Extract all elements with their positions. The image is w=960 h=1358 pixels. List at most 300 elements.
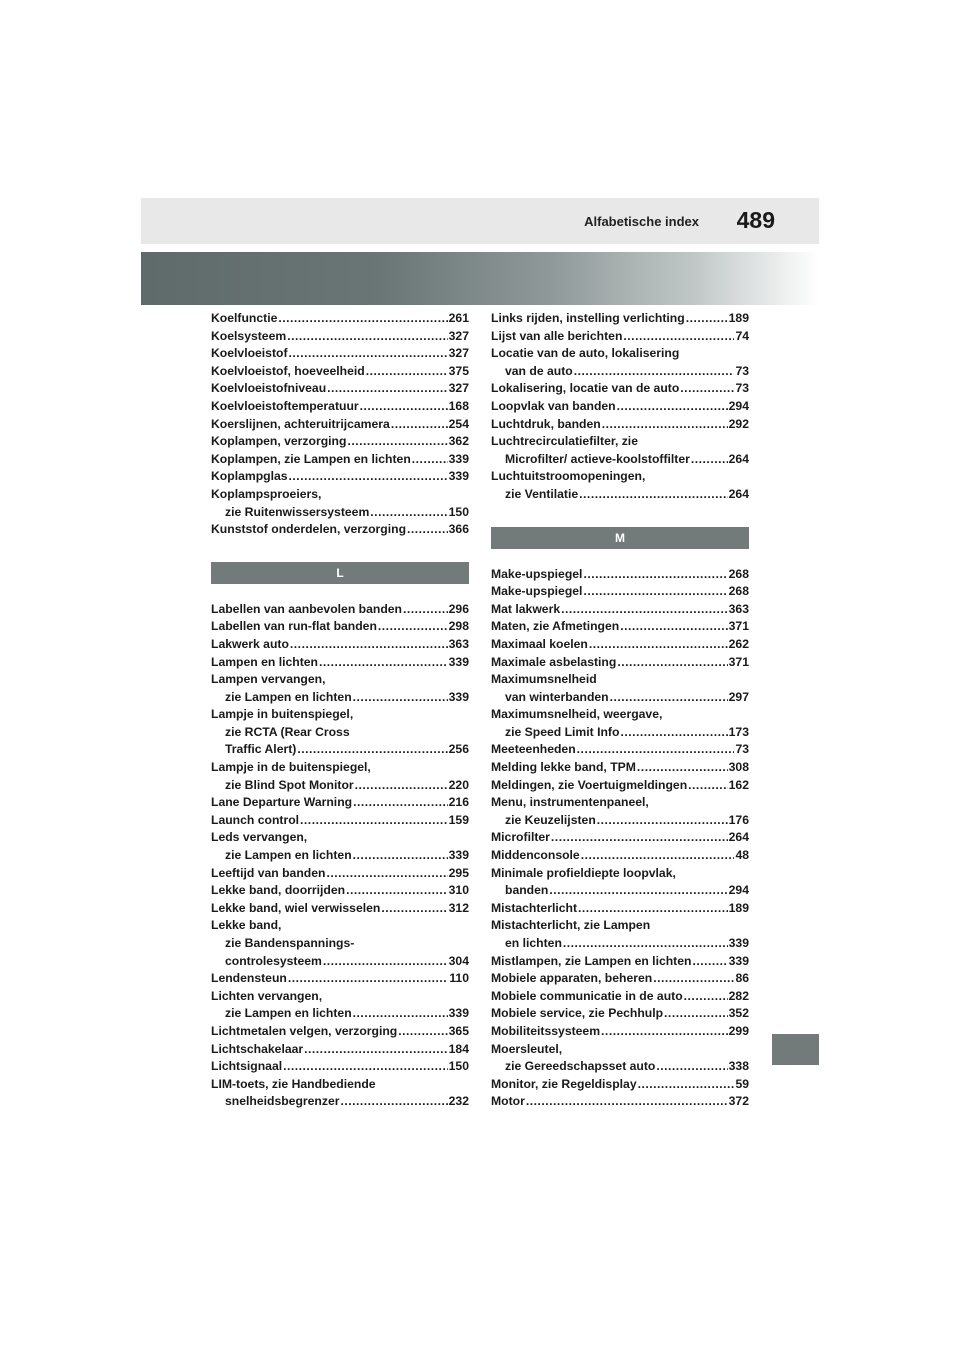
dot-leader: [653, 970, 734, 988]
index-entry-page: 216: [448, 795, 469, 810]
index-entry-text: Koelvloeistofniveau: [211, 381, 327, 396]
dot-leader: [620, 724, 727, 742]
index-entry-text: zie Speed Limit Info: [505, 724, 620, 739]
index-entry-text: van de auto: [505, 363, 573, 378]
index-entry: [211, 398, 469, 416]
index-entry: [491, 654, 749, 672]
dot-leader: [684, 988, 728, 1006]
index-entry-line: [211, 363, 469, 381]
index-entry: [211, 363, 469, 381]
index-entry-line: [211, 654, 469, 672]
index-entry: [211, 865, 469, 883]
dot-leader: [583, 583, 727, 601]
index-entry-line: [211, 741, 469, 759]
index-entry-line: [491, 1005, 749, 1023]
dot-leader: [680, 380, 734, 398]
index-entry-page: 363: [728, 601, 749, 616]
index-entry-page: 295: [448, 865, 469, 880]
index-entry-text: Mat lakwerk: [491, 601, 561, 616]
index-entry-line: [491, 1076, 749, 1094]
index-entry: [491, 741, 749, 759]
index-entry-text: Maximaal koelen: [491, 636, 588, 651]
dot-leader: [278, 310, 447, 328]
dot-leader: [326, 865, 447, 883]
index-entry: [211, 521, 469, 539]
index-entry: [491, 398, 749, 416]
dot-leader: [574, 363, 735, 381]
index-entry-text: Mobiele apparaten, beheren: [491, 971, 653, 986]
index-entry-page: 366: [448, 522, 469, 537]
index-entry-heading: Lekke band,: [211, 918, 282, 933]
index-entry-text: Labellen van run-flat banden: [211, 619, 377, 634]
chapter-side-tab: [772, 1034, 819, 1065]
index-entry-text: Links rijden, instelling verlichting: [491, 311, 685, 325]
dot-leader: [549, 882, 727, 900]
index-entry-text: Maten, zie Afmetingen: [491, 619, 620, 634]
index-entry-line: [211, 451, 469, 469]
index-entry-heading: Lampje in buitenspiegel,: [211, 707, 354, 722]
index-entry: [491, 1076, 749, 1094]
dot-leader: [297, 741, 447, 759]
index-entry-text: Koelvloeistoftemperatuur: [211, 398, 359, 413]
index-entry: [211, 671, 469, 706]
index-entry-text: zie Lampen en lichten: [225, 689, 352, 704]
index-entry: [211, 451, 469, 469]
dot-leader: [403, 601, 448, 619]
index-entry-page: 339: [448, 689, 469, 704]
page-header: [141, 198, 819, 244]
index-entry-text: Microfilter/ actieve-koolstoffilter: [505, 451, 690, 466]
dot-leader: [412, 451, 448, 469]
index-entry-page: 73: [735, 742, 749, 757]
index-entry: [491, 1041, 749, 1076]
index-entry-line: [211, 521, 469, 539]
index-entry-line: [491, 363, 749, 381]
index-entry-page: 327: [448, 381, 469, 396]
index-entry-line: [211, 847, 469, 865]
index-entry-page: 294: [728, 883, 749, 898]
index-entry: [211, 601, 469, 619]
index-entry-page: 339: [448, 469, 469, 484]
index-entry-text: Mobiele service, zie Pechhulp: [491, 1006, 664, 1021]
index-entry-line: [491, 724, 749, 742]
dot-leader: [583, 566, 727, 584]
index-entry-heading: Lampje in de buitenspiegel,: [211, 760, 371, 775]
index-entry-line: [211, 601, 469, 619]
dot-leader: [581, 847, 735, 865]
index-entry-subline: zie RCTA (Rear Cross: [225, 724, 350, 739]
dot-leader: [381, 900, 447, 918]
index-entry: [211, 900, 469, 918]
index-entry-line: [211, 345, 469, 363]
header-title: Alfabetische index: [584, 214, 699, 229]
dot-leader: [353, 689, 448, 707]
index-entry-line: [491, 618, 749, 636]
index-entry-line: [491, 328, 749, 346]
index-entry-text: Lampen en lichten: [211, 654, 318, 669]
index-entry-line: [491, 566, 749, 584]
index-entry-page: 73: [735, 381, 749, 396]
section-header-l: L: [211, 562, 469, 584]
index-entry-line: [211, 1023, 469, 1041]
index-entry-line: [491, 310, 749, 328]
index-entry: [211, 416, 469, 434]
index-entry-text: Lijst van alle berichten: [491, 328, 623, 343]
index-entry-line: [491, 935, 749, 953]
index-entry-line: [211, 328, 469, 346]
dot-leader: [577, 741, 735, 759]
index-entry-line: [211, 310, 469, 328]
dot-leader: [578, 900, 728, 918]
index-entry-text: Melding lekke band, TPM: [491, 760, 636, 775]
index-entry-text: Launch control: [211, 812, 300, 827]
dot-leader: [638, 1076, 735, 1094]
index-entry-line: [491, 988, 749, 1006]
index-entry-page: 150: [448, 1059, 469, 1074]
index-entry-line: [211, 1041, 469, 1059]
index-entry: [211, 618, 469, 636]
index-entry-line: [491, 1023, 749, 1041]
index-entry-text: van winterbanden: [505, 689, 609, 704]
dot-leader: [398, 1023, 447, 1041]
index-entry: [211, 988, 469, 1023]
index-entry: [491, 310, 749, 328]
index-entry-text: Traffic Alert): [225, 742, 297, 757]
dot-leader: [664, 1005, 728, 1023]
index-entry-subline: zie Bandenspannings-: [225, 936, 355, 950]
index-entry-line: [491, 882, 749, 900]
index-entry: [211, 328, 469, 346]
index-entry-line: [211, 794, 469, 812]
index-entry-heading: Minimale profieldiepte loopvlak,: [491, 865, 676, 880]
dot-leader: [692, 953, 727, 971]
index-entry-line: [491, 601, 749, 619]
index-entry-page: 296: [448, 601, 469, 616]
index-entry-line: [491, 689, 749, 707]
index-entry-line: [491, 451, 749, 469]
index-entry-line: [211, 1005, 469, 1023]
dot-leader: [691, 451, 728, 469]
index-entry-line: [491, 829, 749, 847]
dot-leader: [637, 759, 728, 777]
dot-leader: [287, 328, 447, 346]
index-entry-text: Middenconsole: [491, 848, 580, 863]
dot-leader: [656, 1058, 727, 1076]
index-entry-line: [211, 380, 469, 398]
dot-leader: [290, 636, 448, 654]
dot-leader: [623, 328, 734, 346]
index-entry-line: [211, 504, 469, 522]
index-entry-page: 264: [728, 830, 749, 845]
dot-leader: [355, 777, 448, 795]
index-entry-page: 312: [448, 900, 469, 915]
index-entry: [211, 917, 469, 970]
index-entry-heading: Menu, instrumentenpaneel,: [491, 795, 649, 810]
index-entry-text: Meldingen, zie Voertuigmeldingen: [491, 777, 688, 792]
index-entry-page: 86: [735, 971, 749, 986]
dot-leader: [323, 953, 448, 971]
index-entry-text: Lekke band, wiel verwisselen: [211, 900, 381, 915]
index-entry-text: Lakwerk auto: [211, 636, 289, 651]
dot-leader: [617, 398, 728, 416]
index-entry: [211, 345, 469, 363]
index-entry-text: Motor: [491, 1094, 525, 1109]
index-entry: [211, 310, 469, 328]
index-entry: [211, 970, 469, 988]
dot-leader: [407, 521, 448, 539]
index-entry-page: 261: [448, 311, 469, 325]
index-entry-heading: Lampen vervangen,: [211, 672, 326, 687]
index-entry-page: 297: [728, 689, 749, 704]
dot-leader: [353, 847, 448, 865]
index-group-m: [491, 566, 749, 1111]
index-entry-text: Kunststof onderdelen, verzorging: [211, 522, 407, 537]
dot-leader: [617, 654, 727, 672]
dot-leader: [378, 618, 448, 636]
dot-leader: [319, 654, 448, 672]
section-header-m: M: [491, 527, 749, 549]
index-entry-line: [211, 953, 469, 971]
index-entry-text: controlesysteem: [225, 953, 322, 968]
dot-leader: [304, 1041, 448, 1059]
index-entry-page: 339: [448, 1006, 469, 1021]
dot-leader: [300, 812, 448, 830]
index-entry-page: 298: [448, 619, 469, 634]
index-entry-page: 339: [448, 451, 469, 466]
index-entry-text: Meeteenheden: [491, 742, 576, 757]
index-entry-page: 371: [728, 654, 749, 669]
index-entry-line: [211, 636, 469, 654]
dot-leader: [360, 398, 448, 416]
index-entry: [491, 345, 749, 380]
index-entry-text: Lichtschakelaar: [211, 1041, 304, 1056]
index-entry-text: Koplampglas: [211, 469, 288, 484]
index-entry-page: 304: [448, 953, 469, 968]
index-entry-text: Labellen van aanbevolen banden: [211, 601, 402, 616]
index-entry: [491, 601, 749, 619]
index-entry-text: Leeftijd van banden: [211, 865, 326, 880]
index-entry-line: [211, 900, 469, 918]
index-entry-line: [211, 882, 469, 900]
index-entry-page: 189: [728, 311, 749, 325]
index-entry: [211, 654, 469, 672]
index-entry: [491, 328, 749, 346]
index-entry: [491, 829, 749, 847]
index-entry: [211, 1076, 469, 1111]
dot-leader: [340, 1093, 447, 1111]
index-entry-text: zie Ruitenwissersysteem: [225, 504, 370, 519]
index-entry-heading: Koplampsproeiers,: [211, 486, 322, 501]
index-entry-page: 189: [728, 900, 749, 915]
index-entry-line: [491, 398, 749, 416]
index-entry: [491, 706, 749, 741]
index-entry: [491, 636, 749, 654]
index-entry-page: 299: [728, 1023, 749, 1038]
index-column-left: [211, 310, 469, 1111]
index-entry-page: 371: [728, 619, 749, 634]
index-entry-text: Lichtmetalen velgen, verzorging: [211, 1023, 398, 1038]
dot-leader: [602, 416, 728, 434]
index-entry-page: 310: [448, 883, 469, 898]
dot-leader: [353, 1005, 448, 1023]
index-entry-text: Koelfunctie: [211, 311, 278, 325]
index-entry-line: [211, 865, 469, 883]
index-entry-text: Maximale asbelasting: [491, 654, 617, 669]
index-entry-heading: Luchtuitstroomopeningen,: [491, 469, 646, 484]
index-entry: [211, 380, 469, 398]
index-entry-heading: Luchtrecirculatiefilter, zie: [491, 434, 638, 449]
index-entry-page: 256: [448, 742, 469, 757]
index-entry: [491, 416, 749, 434]
index-entry-heading: Leds vervangen,: [211, 830, 308, 845]
index-entry-line: [211, 398, 469, 416]
index-entry-heading: LIM-toets, zie Handbediende: [211, 1076, 376, 1091]
index-entry-page: 162: [728, 777, 749, 792]
index-entry-heading: Mistachterlicht, zie Lampen: [491, 918, 651, 933]
index-entry: [211, 829, 469, 864]
page-number: 489: [736, 207, 775, 233]
index-group-l-continued: [491, 310, 749, 504]
index-entry: [491, 900, 749, 918]
index-entry-page: 339: [448, 654, 469, 669]
dot-leader: [289, 345, 448, 363]
dot-leader: [620, 618, 727, 636]
dot-leader: [610, 689, 728, 707]
index-entry-text: Lokalisering, locatie van de auto: [491, 381, 680, 396]
index-entry: [211, 812, 469, 830]
index-entry-text: Koplampen, zie Lampen en lichten: [211, 451, 411, 466]
index-entry: [211, 1041, 469, 1059]
dot-leader: [370, 504, 447, 522]
index-entry: [491, 566, 749, 584]
index-entry: [211, 706, 469, 759]
index-entry-page: 363: [448, 636, 469, 651]
index-entry-line: [211, 970, 469, 988]
index-entry-text: zie Blind Spot Monitor: [225, 777, 354, 792]
index-entry-text: Koplampen, verzorging: [211, 434, 347, 449]
index-entry-page: 308: [728, 760, 749, 775]
index-entry-page: 362: [448, 434, 469, 449]
index-entry: [491, 988, 749, 1006]
decorative-gradient-band: [141, 252, 819, 305]
index-entry-text: Koelsysteem: [211, 328, 287, 343]
index-entry-text: zie Lampen en lichten: [225, 848, 352, 863]
index-entry-text: Lichtsignaal: [211, 1059, 283, 1074]
index-entry-page: 327: [448, 328, 469, 343]
index-entry-line: [491, 1058, 749, 1076]
index-entry-text: snelheidsbegrenzer: [225, 1094, 340, 1109]
dot-leader: [347, 433, 447, 451]
dot-leader: [589, 636, 728, 654]
index-entry-line: [491, 953, 749, 971]
index-entry: [491, 433, 749, 468]
index-entry-text: Lane Departure Warning: [211, 795, 353, 810]
index-entry-line: [491, 900, 749, 918]
index-entry-page: 352: [728, 1006, 749, 1021]
index-entry-page: 365: [448, 1023, 469, 1038]
index-entry-text: zie Lampen en lichten: [225, 1006, 352, 1021]
index-entry-text: Lendensteun: [211, 971, 287, 986]
index-entry: [491, 1023, 749, 1041]
index-entry: [491, 1005, 749, 1023]
index-entry-heading: Locatie van de auto, lokalisering: [491, 346, 680, 361]
index-entry-page: 268: [728, 566, 749, 581]
index-entry-page: 176: [728, 812, 749, 827]
index-entry: [211, 882, 469, 900]
dot-leader: [579, 486, 728, 504]
index-entry-page: 232: [448, 1094, 469, 1109]
index-entry-page: 264: [728, 486, 749, 501]
index-entry-line: [491, 970, 749, 988]
index-entry-text: Mobiliteitssysteem: [491, 1023, 601, 1038]
dot-leader: [561, 601, 728, 619]
dot-leader: [551, 829, 728, 847]
index-entry-heading: Moersleutel,: [491, 1041, 563, 1056]
index-entry-line: [491, 1093, 749, 1111]
index-entry-page: 268: [728, 584, 749, 599]
index-entry-text: Koelvloeistof: [211, 346, 288, 361]
dot-leader: [327, 380, 448, 398]
index-entry-page: 264: [728, 451, 749, 466]
index-entry: [211, 1058, 469, 1076]
index-entry-line: [491, 416, 749, 434]
index-entry-line: [491, 636, 749, 654]
index-entry: [491, 953, 749, 971]
dot-leader: [283, 1058, 448, 1076]
index-entry-text: banden: [505, 883, 549, 898]
index-entry-text: Mistlampen, zie Lampen en lichten: [491, 953, 692, 968]
index-entry: [211, 636, 469, 654]
index-entry: [491, 794, 749, 829]
index-entry-text: Koerslijnen, achteruitrijcamera: [211, 416, 390, 431]
index-entry-heading: Maximumsnelheid: [491, 672, 597, 687]
index-entry-page: 338: [728, 1059, 749, 1074]
index-entry: [491, 380, 749, 398]
index-entry-page: 294: [728, 398, 749, 413]
index-entry-text: zie Ventilatie: [505, 486, 579, 501]
dot-leader: [391, 416, 448, 434]
index-entry: [211, 1023, 469, 1041]
dot-leader: [288, 970, 448, 988]
index-entry-page: 184: [448, 1041, 469, 1056]
dot-leader: [597, 812, 728, 830]
index-entry: [491, 1093, 749, 1111]
index-entry-line: [491, 741, 749, 759]
index-entry-text: Make-upspiegel: [491, 566, 583, 581]
dot-leader: [686, 310, 728, 328]
index-entry-line: [491, 380, 749, 398]
index-entry-line: [211, 468, 469, 486]
index-entry-page: 339: [448, 848, 469, 863]
index-entry: [211, 794, 469, 812]
index-entry-page: 59: [735, 1076, 749, 1091]
index-entry-text: Monitor, zie Regeldisplay: [491, 1076, 637, 1091]
index-entry-text: Mistachterlicht: [491, 900, 578, 915]
index-entry-line: [491, 759, 749, 777]
index-entry-text: Luchtdruk, banden: [491, 416, 601, 431]
index-entry-page: 110: [449, 971, 469, 986]
index-entry: [491, 847, 749, 865]
index-entry-line: [491, 654, 749, 672]
index-entry-page: 159: [448, 812, 469, 827]
index-entry-page: 168: [448, 398, 469, 413]
index-entry: [491, 777, 749, 795]
index-entry-page: 48: [735, 848, 749, 863]
index-entry-page: 150: [448, 504, 469, 519]
index-entry-line: [491, 486, 749, 504]
index-entry-page: 375: [448, 363, 469, 378]
index-entry-line: [491, 583, 749, 601]
